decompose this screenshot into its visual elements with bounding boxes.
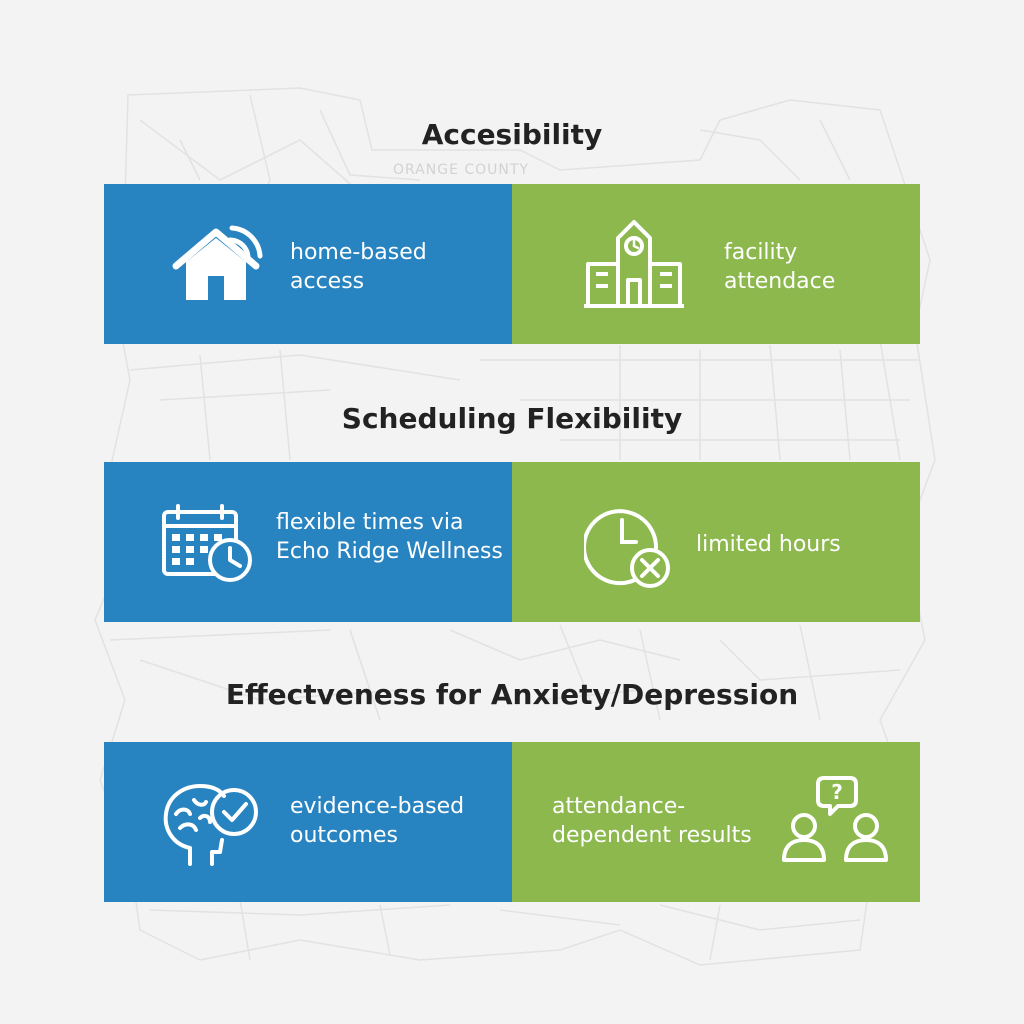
text-line-1: facility (724, 240, 798, 265)
text-line-2: access (290, 269, 365, 294)
text-line-1: evidence-based (290, 794, 465, 819)
house-wifi-icon (172, 224, 268, 304)
clock-x-icon (584, 502, 676, 592)
building-clock-icon (584, 218, 684, 308)
text-line-1: attendance- (552, 794, 686, 819)
flexible-times-panel (104, 462, 512, 622)
section-title-scheduling: Scheduling Flexibility (341, 402, 683, 435)
evidence-based-panel (104, 742, 512, 902)
brain-check-icon (160, 778, 260, 868)
panel-text (696, 530, 841, 559)
accessibility-row (104, 184, 920, 344)
text-line-2: Echo Ridge Wellness (276, 539, 503, 564)
panel-text (724, 238, 835, 296)
people-question-icon (780, 774, 890, 866)
text-line-2: dependent results (552, 823, 752, 848)
panel-text (290, 792, 464, 850)
section-title-accessibility: Accesibility (421, 118, 603, 151)
calendar-clock-icon (160, 504, 260, 584)
limited-hours-panel (512, 462, 920, 622)
text-line-1: flexible times via (276, 510, 464, 535)
text-line-1: home-based (290, 240, 427, 265)
map-county-label: ORANGE COUNTY (393, 162, 529, 178)
section-title-effectiveness: Effectveness for Anxiety/Depression (225, 678, 799, 711)
text-line-2: outcomes (290, 823, 399, 848)
panel-text (290, 238, 427, 296)
text-line-1: limited hours (696, 532, 841, 557)
home-based-access-panel (104, 184, 512, 344)
panel-text (552, 792, 752, 850)
svg-text:?: ? (831, 780, 843, 804)
scheduling-row (104, 462, 920, 622)
text-line-2: attendace (724, 269, 836, 294)
attendance-dependent-panel (512, 742, 920, 902)
effectiveness-row (104, 742, 920, 902)
facility-attendance-panel (512, 184, 920, 344)
panel-text (276, 508, 503, 566)
